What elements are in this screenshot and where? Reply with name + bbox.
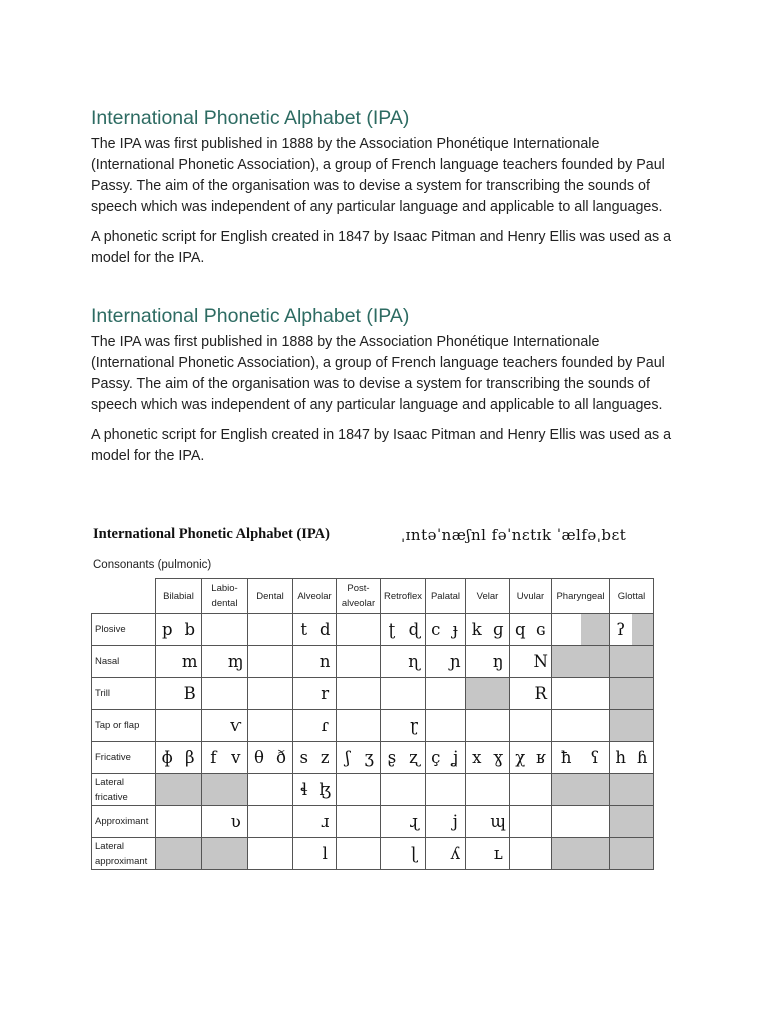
ipa-cell <box>510 742 552 774</box>
column-header: Glottal <box>610 579 654 614</box>
ipa-symbol: ɰ <box>490 812 507 831</box>
ipa-cell <box>381 806 426 838</box>
row-header: Fricative <box>92 742 156 774</box>
ipa-cell <box>337 806 381 838</box>
figure-subtitle: Consonants (pulmonic) <box>93 559 212 571</box>
ipa-cell <box>381 742 426 774</box>
table-row <box>92 774 654 806</box>
paragraph: The IPA was first published in 1888 by the Association Phonétique Internationale (International Phonetic Association), a group of French language teachers founded by Paul Passy. The aim of the organisation was to devise a system for transcribing the sounds of speech which was independent of any particular language and applicable to all languages. <box>91 136 665 215</box>
ipa-cell <box>552 742 610 774</box>
ipa-symbol: v <box>231 748 241 767</box>
column-header: Post- alveolar <box>337 579 381 614</box>
ipa-cell <box>426 774 466 806</box>
ipa-cell <box>337 646 381 678</box>
ipa-cell <box>202 838 248 870</box>
ipa-cell <box>202 678 248 710</box>
ipa-symbol: ɸ <box>161 748 173 767</box>
ipa-symbol: ʝ <box>452 748 459 767</box>
ipa-symbol: ɭ <box>411 844 417 863</box>
ipa-cell <box>156 838 202 870</box>
ipa-cell <box>381 774 426 806</box>
ipa-cell <box>248 838 293 870</box>
ipa-cell <box>248 678 293 710</box>
ipa-symbol: ɹ <box>321 812 330 831</box>
ipa-cell <box>426 838 466 870</box>
ipa-cell <box>293 678 337 710</box>
section-1 <box>91 107 681 278</box>
ipa-cell <box>466 742 510 774</box>
ipa-symbol: r <box>321 684 330 703</box>
column-header: Velar <box>466 579 510 614</box>
ipa-symbol: ʂ <box>387 748 397 767</box>
table-row <box>92 742 654 774</box>
ipa-symbol: k <box>471 620 482 639</box>
ipa-cell <box>510 710 552 742</box>
ipa-symbol: ʒ <box>364 748 374 767</box>
ipa-symbol: θ <box>254 748 264 767</box>
column-header: Palatal <box>426 579 466 614</box>
ipa-symbol: ʋ <box>230 812 241 831</box>
ipa-cell <box>202 774 248 806</box>
ipa-symbol: ɮ <box>319 780 332 799</box>
ipa-cell <box>248 614 293 646</box>
ipa-symbol: ʁ <box>535 748 546 767</box>
ipa-cell <box>293 742 337 774</box>
column-header: Bilabial <box>156 579 202 614</box>
ipa-symbol: ħ <box>560 748 572 767</box>
ipa-symbol: R <box>534 684 547 703</box>
ipa-symbol: ʟ <box>493 844 503 863</box>
ipa-cell <box>337 742 381 774</box>
ipa-cell <box>381 710 426 742</box>
ipa-cell <box>381 678 426 710</box>
ipa-symbol: ɱ <box>227 652 244 671</box>
ipa-symbol: ʔ <box>616 620 626 639</box>
ipa-cell <box>293 774 337 806</box>
ipa-cell <box>552 646 610 678</box>
ipa-cell <box>466 806 510 838</box>
ipa-symbol: ŋ <box>492 652 504 671</box>
column-header: Dental <box>248 579 293 614</box>
ipa-cell <box>337 774 381 806</box>
ipa-cell <box>552 710 610 742</box>
ipa-symbol: N <box>533 652 548 671</box>
ipa-symbol: b <box>184 620 196 639</box>
ipa-symbol: f <box>210 748 217 767</box>
ipa-cell <box>202 806 248 838</box>
ipa-cell <box>426 646 466 678</box>
ipa-cell <box>510 806 552 838</box>
ipa-cell <box>337 838 381 870</box>
ipa-cell <box>337 614 381 646</box>
ipa-symbol: ɬ <box>300 780 308 799</box>
consonant-table <box>91 578 654 870</box>
table-corner <box>92 579 156 614</box>
ipa-symbol: ʃ <box>345 748 350 767</box>
ipa-cell <box>202 742 248 774</box>
table-row <box>92 710 654 742</box>
ipa-cell <box>466 678 510 710</box>
ipa-cell <box>426 710 466 742</box>
row-header: Plosive <box>92 614 156 646</box>
ipa-cell <box>426 742 466 774</box>
ipa-cell <box>156 614 202 646</box>
ipa-cell <box>156 710 202 742</box>
ipa-cell <box>156 774 202 806</box>
ipa-cell <box>337 710 381 742</box>
ipa-cell <box>510 614 552 646</box>
table-row <box>92 678 654 710</box>
ipa-symbol <box>581 614 610 645</box>
table-row <box>92 838 654 870</box>
figure-transcription: ˌɪntəˈnæʃnl fəˈnɛtɪk ˈælfəˌbɛt <box>401 526 627 544</box>
ipa-symbol: j <box>452 812 458 831</box>
ipa-cell <box>552 838 610 870</box>
ipa-cell <box>248 646 293 678</box>
ipa-symbol: ʎ <box>450 844 460 863</box>
ipa-cell <box>381 646 426 678</box>
column-header: Retroflex <box>381 579 426 614</box>
section-heading: International Phonetic Alphabet (IPA) <box>91 305 410 327</box>
row-header: Tap or flap <box>92 710 156 742</box>
ipa-cell <box>610 646 654 678</box>
ipa-cell <box>293 838 337 870</box>
ipa-cell <box>202 614 248 646</box>
column-header: Pharyngeal <box>552 579 610 614</box>
ipa-symbol: n <box>319 652 331 671</box>
ipa-cell <box>381 838 426 870</box>
paragraph: The IPA was first published in 1888 by the Association Phonétique Internationale (International Phonetic Association), a group of French language teachers founded by Paul Passy. The aim of the organisation was to devise a system for transcribing the sounds of speech which was independent of any particular language and applicable to all languages. <box>91 334 665 413</box>
ipa-cell <box>552 806 610 838</box>
ipa-symbol: ɲ <box>449 652 461 671</box>
ipa-symbol: ɾ <box>321 716 329 735</box>
ipa-cell <box>610 678 654 710</box>
ipa-cell <box>156 806 202 838</box>
ipa-cell <box>337 678 381 710</box>
ipa-symbol: d <box>319 620 331 639</box>
column-header: Labio- dental <box>202 579 248 614</box>
ipa-cell <box>610 806 654 838</box>
ipa-cell <box>426 806 466 838</box>
ipa-symbol: ɳ <box>408 652 420 671</box>
ipa-cell <box>610 838 654 870</box>
ipa-cell <box>552 678 610 710</box>
ipa-symbol: ɽ <box>410 716 418 735</box>
ipa-symbol: ʕ <box>590 748 600 767</box>
ipa-symbol: l <box>322 844 328 863</box>
row-header: Nasal <box>92 646 156 678</box>
ipa-symbol: ɻ <box>409 812 419 831</box>
ipa-cell <box>248 774 293 806</box>
ipa-cell <box>293 646 337 678</box>
ipa-symbol <box>632 614 654 645</box>
row-header: Lateral approximant <box>92 838 156 870</box>
figure-title: International Phonetic Alphabet (IPA) <box>93 526 330 542</box>
table-row <box>92 646 654 678</box>
row-header: Approximant <box>92 806 156 838</box>
column-header: Uvular <box>510 579 552 614</box>
paragraph: A phonetic script for English created in 1847 by Isaac Pitman and Henry Ellis was used as a model for the IPA. <box>91 229 672 266</box>
ipa-symbol: χ <box>515 748 526 767</box>
ipa-symbol: ɟ <box>452 620 458 639</box>
ipa-cell <box>610 710 654 742</box>
ipa-cell <box>510 838 552 870</box>
ipa-symbol: ⱱ <box>230 716 242 735</box>
paragraph: A phonetic script for English created in 1847 by Isaac Pitman and Henry Ellis was used as a model for the IPA. <box>91 427 672 464</box>
ipa-cell <box>381 614 426 646</box>
ipa-cell <box>248 806 293 838</box>
ipa-symbol: ʈ <box>388 620 396 639</box>
ipa-cell <box>248 710 293 742</box>
ipa-cell <box>510 774 552 806</box>
ipa-cell <box>202 646 248 678</box>
table-row <box>92 614 654 646</box>
table-row <box>92 806 654 838</box>
ipa-cell <box>426 614 466 646</box>
ipa-cell <box>202 710 248 742</box>
ipa-symbol: t <box>300 620 308 639</box>
ipa-cell <box>610 742 654 774</box>
ipa-cell <box>466 646 510 678</box>
ipa-cell <box>510 678 552 710</box>
ipa-cell <box>156 742 202 774</box>
ipa-cell <box>610 774 654 806</box>
ipa-symbol: c <box>431 620 441 639</box>
ipa-symbol: ɦ <box>636 748 648 767</box>
ipa-cell <box>466 838 510 870</box>
ipa-symbol: ɖ <box>408 620 420 639</box>
ipa-cell <box>248 742 293 774</box>
column-header: Alveolar <box>293 579 337 614</box>
ipa-symbol: s <box>299 748 308 767</box>
ipa-symbol: ɡ <box>492 620 504 639</box>
ipa-symbol: q <box>514 620 526 639</box>
ipa-symbol: x <box>472 748 482 767</box>
ipa-cell <box>510 646 552 678</box>
ipa-symbol: ɣ <box>493 748 504 767</box>
ipa-cell <box>466 614 510 646</box>
section-heading: International Phonetic Alphabet (IPA) <box>91 107 410 129</box>
ipa-cell <box>552 774 610 806</box>
ipa-symbol: p <box>161 620 173 639</box>
ipa-symbol: z <box>320 748 330 767</box>
ipa-cell <box>156 678 202 710</box>
ipa-cell <box>293 614 337 646</box>
ipa-symbol: h <box>615 748 627 767</box>
row-header: Lateral fricative <box>92 774 156 806</box>
ipa-cell <box>610 614 654 646</box>
ipa-cell <box>466 710 510 742</box>
ipa-symbol: ɢ <box>535 620 546 639</box>
ipa-symbol: ç <box>431 748 441 767</box>
ipa-cell <box>156 646 202 678</box>
ipa-cell <box>293 806 337 838</box>
ipa-symbol: β <box>184 748 195 767</box>
ipa-cell <box>552 614 610 646</box>
ipa-symbol: ʐ <box>409 748 419 767</box>
ipa-symbol: ð <box>276 748 286 767</box>
ipa-symbol: m <box>181 652 198 671</box>
ipa-cell <box>466 774 510 806</box>
row-header: Trill <box>92 678 156 710</box>
ipa-symbol: B <box>183 684 196 703</box>
ipa-cell <box>293 710 337 742</box>
section-2 <box>91 305 681 476</box>
ipa-cell <box>426 678 466 710</box>
